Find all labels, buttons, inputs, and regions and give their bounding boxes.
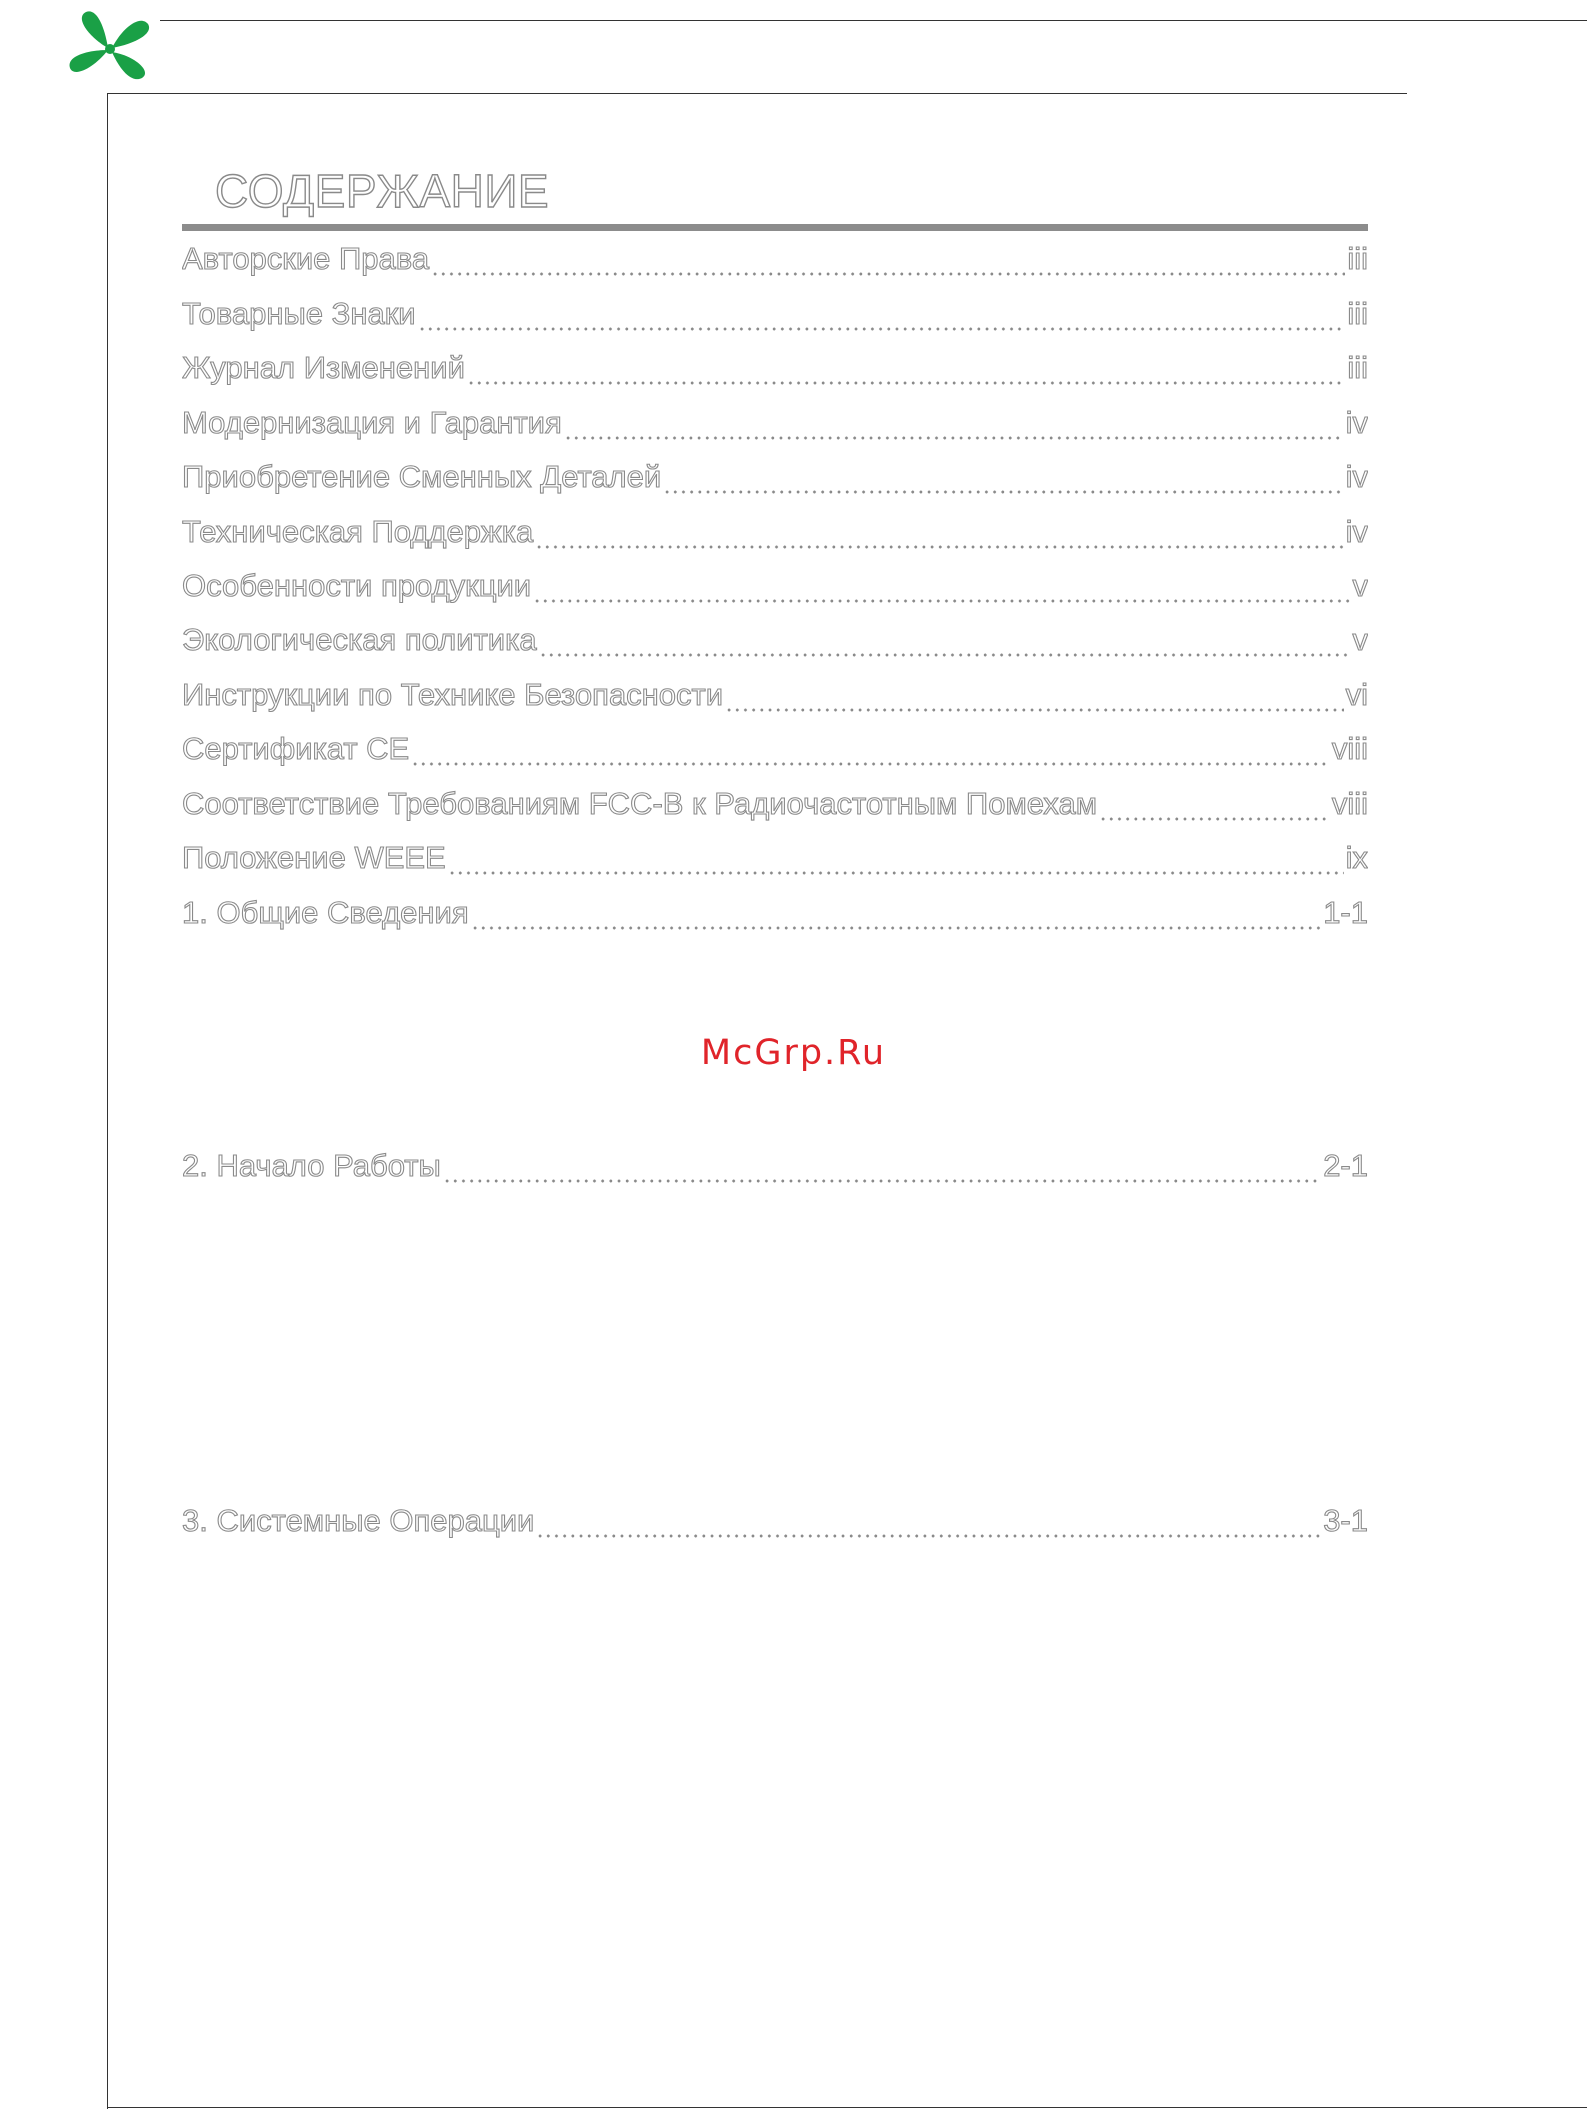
toc-entry-ce-certificate[interactable] [182, 730, 1368, 768]
toc-entry-page: iv [1345, 405, 1368, 440]
toc-entry-label: Соответствие Требованиям FCC-B к Радиочастотным Помехам [182, 786, 1098, 821]
toc-dot-leader [535, 521, 1343, 551]
toc-entry-trademarks[interactable] [182, 295, 1368, 333]
toc-entry-label: Журнал Изменений [182, 350, 465, 385]
toc-entry-page: ix [1345, 840, 1368, 875]
toc-entry-label: Приобретение Сменных Деталей [182, 459, 662, 494]
toc-entry-page: viii [1331, 786, 1368, 821]
toc-dot-leader [471, 902, 1322, 932]
toc-entry-label: Положение WEEE [182, 840, 446, 875]
watermark-text: McGrp.Ru [700, 1033, 887, 1073]
toc-entry-page: v [1352, 568, 1368, 603]
toc-dot-leader [418, 303, 1346, 333]
toc-dot-leader [725, 684, 1344, 714]
toc-entry-page: iv [1345, 459, 1368, 494]
toc-dot-leader [411, 738, 1330, 768]
toc-entry-environmental-policy[interactable] [182, 621, 1368, 659]
toc-entry-revision-history[interactable] [182, 349, 1368, 387]
toc-entry-label: Товарные Знаки [182, 296, 416, 331]
toc-entry-label: Особенности продукции [182, 568, 532, 603]
toc-entry-label: Авторские Права [182, 241, 430, 276]
toc-entry-copyright[interactable] [182, 240, 1368, 278]
toc-entry-chapter-1[interactable] [182, 894, 1368, 932]
toc-entry-page: iii [1347, 241, 1368, 276]
toc-dot-leader [1099, 793, 1330, 823]
toc-entry-replacement-parts[interactable] [182, 458, 1368, 496]
toc-entry-label: Экологическая политика [182, 622, 537, 657]
toc-entry-product-features[interactable] [182, 567, 1368, 605]
toc-entry-label: Сертификат CE [182, 731, 410, 766]
toc-entry-page: 1-1 [1323, 895, 1368, 930]
toc-entry-page: 2-1 [1323, 1148, 1368, 1183]
toc-dot-leader [443, 1155, 1321, 1185]
toc-dot-leader [533, 575, 1350, 605]
toc-entry-page: v [1352, 622, 1368, 657]
toc-dot-leader [448, 847, 1344, 877]
toc-entry-safety-instructions[interactable] [182, 676, 1368, 714]
toc-entry-page: iv [1345, 514, 1368, 549]
toc-entry-label: 3. Системные Операции [182, 1503, 535, 1538]
toc-entry-label: 2. Начало Работы [182, 1148, 441, 1183]
toc-entry-weee[interactable] [182, 839, 1368, 877]
toc-entry-page: iii [1347, 350, 1368, 385]
left-margin-rule [107, 93, 108, 2109]
header-rule [107, 93, 1407, 94]
toc-entry-page: 3-1 [1323, 1503, 1368, 1538]
toc-entry-label: Техническая Поддержка [182, 514, 534, 549]
title-underline-bar [182, 224, 1368, 231]
top-rule [160, 20, 1587, 21]
toc-title: СОДЕРЖАНИЕ [215, 165, 550, 217]
toc-entry-chapter-3[interactable] [182, 1502, 1368, 1540]
toc-entry-page: viii [1331, 731, 1368, 766]
toc-entry-technical-support[interactable] [182, 513, 1368, 551]
toc-dot-leader [663, 466, 1343, 496]
bottom-rule [107, 2107, 1587, 2108]
toc-entry-label: 1. Общие Сведения [182, 895, 469, 930]
toc-dot-leader [564, 412, 1344, 442]
toc-entry-label: Модернизация и Гарантия [182, 405, 562, 440]
toc-entry-page: vi [1345, 677, 1368, 712]
toc-entry-label: Инструкции по Технике Безопасности [182, 677, 724, 712]
toc-entry-chapter-2[interactable] [182, 1147, 1368, 1185]
clover-leaf-icon [60, 8, 160, 88]
toc-dot-leader [536, 1510, 1321, 1540]
toc-entry-fcc-compliance[interactable] [182, 785, 1368, 823]
toc-dot-leader [539, 629, 1351, 659]
toc-entry-page: iii [1347, 296, 1368, 331]
toc-dot-leader [467, 357, 1345, 387]
toc-dot-leader [431, 248, 1345, 278]
toc-entry-upgrade-warranty[interactable] [182, 404, 1368, 442]
